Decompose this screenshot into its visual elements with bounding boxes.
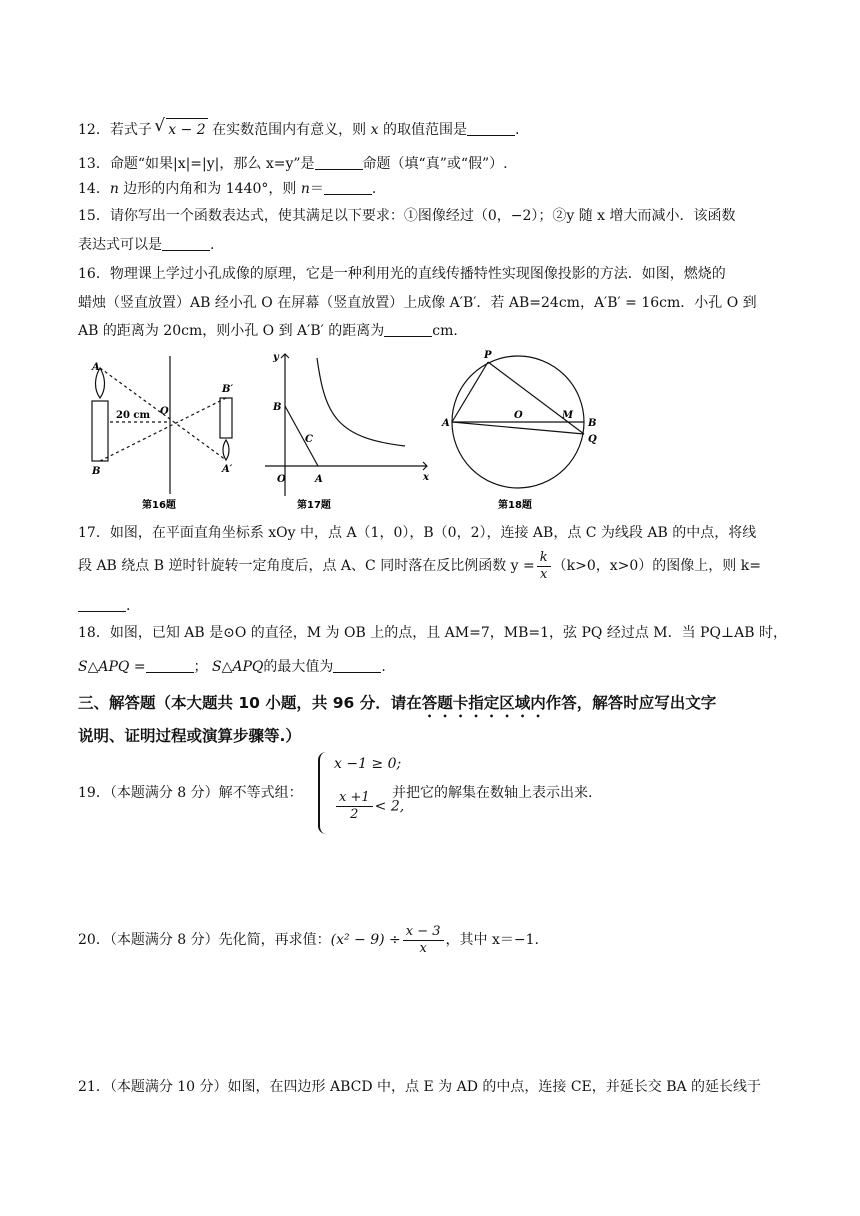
label-x: x bbox=[423, 472, 429, 483]
q16-text-2: 蜡烛（竖直放置）AB 经小孔 O 在屏幕（竖直放置）上成像 A′B′．若 AB=24cm，A′B′ = 16cm．小孔 O 到 bbox=[78, 295, 757, 311]
q16-end: cm. bbox=[432, 323, 458, 339]
section-3-text-3: 说明、证明过程或演算步骤等.） bbox=[78, 727, 301, 745]
q12-text-3: 的取值范围是 bbox=[378, 122, 467, 138]
q20-text-2: ，其中 x＝−1. bbox=[445, 932, 539, 948]
question-19-suffix bbox=[392, 782, 592, 804]
section-3-text: 三、解答题（本大题共 10 小题，共 96 分．请在 bbox=[78, 694, 422, 712]
fraction-x-plus-1-over-2 bbox=[336, 790, 373, 823]
denominator: x bbox=[419, 940, 427, 956]
label-A: A bbox=[442, 418, 450, 429]
figure-18-caption: 第18题 bbox=[498, 500, 532, 511]
q15-text: 15．请你写出一个函数表达式，使其满足以下要求：①图像经过（0，−2）；②y 随 x 增大而减小．该函数 bbox=[78, 208, 736, 224]
section-3-heading bbox=[78, 688, 790, 752]
q17-text: 17．如图，在平面直角坐标系 xOy 中，点 A（1，0），B（0，2），连接 AB，点 C 为线段 AB 的中点，将线 bbox=[78, 525, 757, 541]
figure-18-circle bbox=[440, 346, 615, 516]
figure-17-caption: 第17题 bbox=[297, 500, 331, 511]
q19-text: 19．（本题满分 8 分）解不等式组： bbox=[78, 785, 303, 801]
q12-text: 若式子 bbox=[109, 122, 152, 138]
answer-blank[interactable] bbox=[333, 658, 381, 673]
q18-text-2: 的最大值为 bbox=[263, 659, 334, 675]
label-B: B bbox=[588, 418, 597, 429]
radicand: x − 2 bbox=[166, 118, 207, 141]
q20-text: 20．（本题满分 8 分）先化简，再求值： bbox=[78, 932, 331, 948]
q12-text-2: 在实数范围内有意义，则 bbox=[212, 122, 371, 138]
q15-end: . bbox=[210, 237, 215, 253]
q14-number: 14． bbox=[78, 181, 110, 197]
denominator: 2 bbox=[350, 807, 359, 822]
system-brace bbox=[318, 752, 326, 834]
figure-16-caption: 第16题 bbox=[142, 500, 176, 511]
q18-separator: ； bbox=[193, 659, 208, 675]
q18-text: 18．如图，已知 AB 是⊙O 的直径，M 为 OB 上的点，且 AM=7，MB=1，弦 PQ 经过点 M．当 PQ⊥AB 时， bbox=[78, 625, 787, 641]
q14-end: . bbox=[371, 181, 377, 197]
q19-text-2: 并把它的解集在数轴上表示出来. bbox=[392, 785, 593, 801]
label-C: C bbox=[305, 434, 313, 445]
q18-area-label: S△APQ = bbox=[78, 659, 146, 675]
figure-16-pinhole bbox=[80, 356, 255, 516]
section-3-text-2: 作答，解答时应写出文字 bbox=[545, 694, 717, 712]
question-15-line-1 bbox=[78, 205, 790, 227]
label-O: O bbox=[160, 406, 169, 417]
q15-text-2: 表达式可以是 bbox=[78, 237, 162, 253]
label-A-prime: A′ bbox=[222, 464, 233, 475]
question-12 bbox=[78, 118, 790, 141]
q17-text-3: （k>0，x>0）的图像上，则 k= bbox=[552, 558, 761, 574]
q18-end: . bbox=[381, 659, 386, 675]
question-14 bbox=[78, 178, 790, 200]
question-21 bbox=[78, 1076, 790, 1098]
question-15-line-2 bbox=[78, 234, 790, 256]
inequality-1 bbox=[334, 756, 401, 772]
question-16-line-3 bbox=[78, 320, 790, 342]
answer-blank[interactable] bbox=[162, 236, 210, 251]
label-B: B bbox=[273, 402, 282, 413]
q14-eq: ＝ bbox=[309, 181, 324, 197]
q13-end: 命题（填“真”或“假”）. bbox=[362, 156, 508, 172]
q21-text: 21．（本题满分 10 分）如图，在四边形 ABCD 中，点 E 为 AD 的中点，连接 CE，并延长交 BA 的延长线于 bbox=[78, 1079, 762, 1095]
question-17-line-1 bbox=[78, 522, 790, 544]
label-A: A bbox=[92, 362, 100, 373]
q14-text: 边形的内角和为 1440°，则 bbox=[118, 181, 301, 197]
q16-text-3: AB 的距离为 20cm，则小孔 O 到 A′B′ 的距离为 bbox=[78, 323, 385, 339]
fraction-x-minus-3-over-x bbox=[403, 924, 444, 957]
label-B: B bbox=[92, 466, 101, 477]
figure-17-graph bbox=[255, 346, 440, 516]
denominator: x bbox=[540, 566, 548, 582]
ineq1-text: x −1 ≥ 0; bbox=[334, 756, 402, 772]
label-O: O bbox=[277, 474, 286, 485]
question-18-line-1 bbox=[78, 622, 790, 644]
label-distance: 20 cm bbox=[116, 410, 151, 421]
question-13 bbox=[78, 153, 790, 175]
answer-blank[interactable] bbox=[146, 658, 194, 673]
q13-text: 13．命题“如果|x|=|y|，那么 x=y”是 bbox=[78, 156, 315, 172]
sqrt-expression bbox=[156, 118, 207, 141]
q14-var: n bbox=[109, 181, 119, 197]
q12-number: 12． bbox=[78, 122, 110, 138]
numerator: x − 3 bbox=[403, 924, 444, 941]
label-P: P bbox=[484, 350, 492, 361]
question-16-line-1 bbox=[78, 263, 790, 285]
question-20 bbox=[78, 922, 790, 958]
label-y: y bbox=[273, 352, 279, 363]
label-O: O bbox=[514, 410, 523, 421]
label-B-prime: B′ bbox=[222, 384, 234, 395]
question-17-line-2 bbox=[78, 548, 790, 584]
answer-blank[interactable] bbox=[324, 180, 372, 195]
q20-expression: (x² − 9) ÷ bbox=[330, 932, 401, 948]
q17-text-2: 段 AB 绕点 B 逆时针旋转一定角度后，点 A、C 同时落在反比例函数 y = bbox=[78, 558, 535, 574]
q14-var-2: n bbox=[300, 181, 310, 197]
q18-area-label-2: S△APQ bbox=[212, 659, 264, 675]
section-3-emphasis: 答题卡指定区域内 bbox=[421, 694, 546, 712]
fraction-k-over-x bbox=[537, 550, 551, 583]
answer-blank[interactable] bbox=[384, 322, 432, 337]
numerator: x +1 bbox=[336, 790, 373, 807]
question-18-line-2 bbox=[78, 656, 790, 678]
question-17-line-3 bbox=[78, 595, 790, 617]
answer-blank[interactable] bbox=[78, 597, 126, 612]
label-Q: Q bbox=[588, 434, 597, 445]
q17-end: . bbox=[126, 598, 131, 614]
answer-blank[interactable] bbox=[315, 155, 363, 170]
q12-end: . bbox=[514, 122, 520, 138]
ineq2-tail: < 2, bbox=[374, 798, 405, 815]
label-A: A bbox=[315, 474, 323, 485]
question-16-line-2 bbox=[78, 292, 790, 314]
label-M: M bbox=[562, 410, 574, 421]
q16-text: 16．物理课上学过小孔成像的原理，它是一种利用光的直线传播特性实现图像投影的方法．如图，燃烧的 bbox=[78, 266, 726, 282]
answer-blank[interactable] bbox=[467, 121, 515, 136]
question-19-prefix bbox=[78, 782, 303, 804]
q12-var: x bbox=[370, 122, 379, 138]
numerator: k bbox=[537, 550, 551, 567]
